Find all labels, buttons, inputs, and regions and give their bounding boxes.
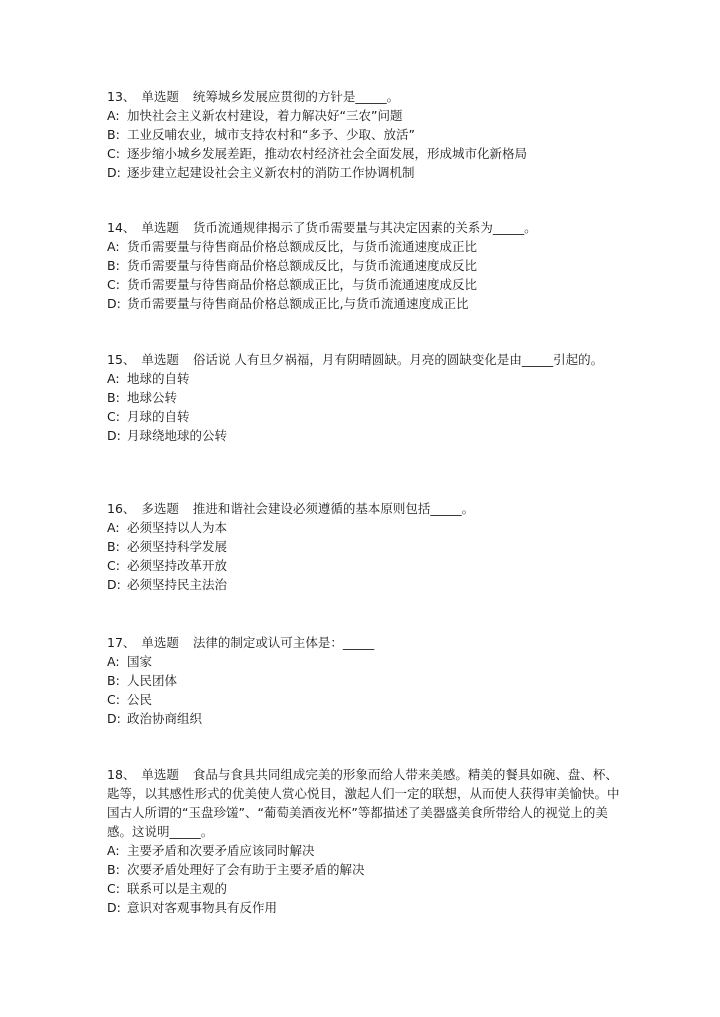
- question-18: [107, 765, 627, 917]
- option-letter: B:: [107, 862, 120, 877]
- option-letter: D:: [107, 577, 121, 592]
- option-b: [107, 860, 627, 879]
- option-letter: D:: [107, 296, 121, 311]
- option-letter: A:: [107, 843, 120, 858]
- option-d: [107, 709, 627, 728]
- option-text: 必须坚持民主法治: [127, 577, 228, 592]
- question-13: [107, 87, 627, 182]
- option-c: [107, 556, 627, 575]
- question-14: [107, 218, 627, 313]
- option-text: 货币需要量与待售商品价格总额成正比，与货币流通速度成反比: [127, 277, 478, 292]
- question-number: 15、: [107, 352, 136, 367]
- option-letter: A:: [107, 520, 120, 535]
- option-c: [107, 879, 627, 898]
- option-text: 公民: [127, 692, 153, 707]
- option-b: [107, 256, 627, 275]
- option-text: 政治协商组织: [127, 711, 203, 726]
- option-c: [107, 144, 627, 163]
- question-stem: [107, 499, 627, 518]
- option-letter: B:: [107, 539, 120, 554]
- question-type: 单选题: [141, 220, 179, 235]
- option-letter: B:: [107, 673, 120, 688]
- option-letter: C:: [107, 881, 120, 896]
- question-text: 货币流通规律揭示了货币需要量与其决定因素的关系为_____。: [192, 220, 537, 235]
- option-d: [107, 426, 627, 445]
- option-c: [107, 407, 627, 426]
- option-a: [107, 369, 627, 388]
- option-text: 货币需要量与待售商品价格总额成反比，与货币流通速度成正比: [127, 239, 478, 254]
- option-letter: D:: [107, 711, 121, 726]
- option-b: [107, 125, 627, 144]
- option-letter: A:: [107, 371, 120, 386]
- option-a: [107, 106, 627, 125]
- question-text: 推进和谐社会建设必须遵循的基本原则包括_____。: [192, 501, 475, 516]
- option-letter: C:: [107, 692, 120, 707]
- option-c: [107, 690, 627, 709]
- question-text: 统筹城乡发展应贯彻的方针是_____。: [192, 89, 400, 104]
- option-text: 次要矛盾处理好了会有助于主要矛盾的解决: [127, 862, 365, 877]
- option-text: 加快社会主义新农村建设，着力解决好“三农”问题: [127, 108, 403, 123]
- option-b: [107, 388, 627, 407]
- option-letter: D:: [107, 900, 121, 915]
- option-text: 月球绕地球的公转: [127, 428, 228, 443]
- option-text: 人民团体: [127, 673, 178, 688]
- option-text: 意识对客观事物具有反作用: [127, 900, 278, 915]
- option-text: 月球的自转: [127, 409, 190, 424]
- question-stem: [107, 633, 627, 652]
- option-text: 逐步缩小城乡发展差距，推动农村经济社会全面发展，形成城市化新格局: [127, 146, 528, 161]
- question-stem: [107, 765, 627, 841]
- option-letter: D:: [107, 428, 121, 443]
- option-letter: A:: [107, 239, 120, 254]
- question-type: 单选题: [141, 352, 179, 367]
- option-text: 必须坚持以人为本: [127, 520, 228, 535]
- question-type: 单选题: [141, 767, 179, 782]
- question-16: [107, 499, 627, 594]
- option-a: [107, 237, 627, 256]
- option-letter: C:: [107, 558, 120, 573]
- option-letter: B:: [107, 258, 120, 273]
- option-text: 必须坚持科学发展: [127, 539, 228, 554]
- option-text: 工业反哺农业，城市支持农村和“多予、少取、放活”: [127, 127, 415, 142]
- option-letter: C:: [107, 146, 120, 161]
- question-type: 单选题: [141, 89, 179, 104]
- question-text: 俗话说 人有旦夕祸福，月有阴晴圆缺。月亮的圆缺变化是由_____引起的。: [192, 352, 604, 367]
- question-text: 法律的制定或认可主体是：_____: [192, 635, 375, 650]
- option-letter: C:: [107, 409, 120, 424]
- question-number: 14、: [107, 220, 136, 235]
- option-d: [107, 575, 627, 594]
- option-text: 地球的自转: [127, 371, 190, 386]
- option-letter: B:: [107, 390, 120, 405]
- option-d: [107, 898, 627, 917]
- option-text: 必须坚持改革开放: [127, 558, 228, 573]
- option-b: [107, 537, 627, 556]
- option-text: 国家: [127, 654, 153, 669]
- question-15: [107, 350, 627, 445]
- option-a: [107, 652, 627, 671]
- question-stem: [107, 218, 627, 237]
- option-text: 地球公转: [127, 390, 178, 405]
- question-number: 16、: [107, 501, 136, 516]
- question-number: 18、: [107, 767, 136, 782]
- option-a: [107, 841, 627, 860]
- question-17: [107, 633, 627, 728]
- question-stem: [107, 350, 627, 369]
- option-letter: B:: [107, 127, 120, 142]
- question-stem: [107, 87, 627, 106]
- option-letter: C:: [107, 277, 120, 292]
- question-number: 13、: [107, 89, 136, 104]
- option-text: 货币需要量与待售商品价格总额成正比,与货币流通速度成正比: [127, 296, 469, 311]
- option-d: [107, 294, 627, 313]
- question-type: 单选题: [141, 635, 179, 650]
- option-text: 逐步建立起建设社会主义新农村的消防工作协调机制: [127, 165, 415, 180]
- option-d: [107, 163, 627, 182]
- question-text: 食品与食具共同组成完美的形象而给人带来美感。精美的餐具如碗、盘、杯、匙等，以其感性形式的优美使人赏心悦目，激起人们一定的联想，从而使人获得审美愉快。中国古人所谓的“玉盘珍馐”、“葡萄美酒夜光杯”等都描述了美器盛美食所带给人的视觉上的美感。这说明_____。: [107, 767, 620, 839]
- option-text: 主要矛盾和次要矛盾应该同时解决: [127, 843, 315, 858]
- question-type: 多选题: [141, 501, 179, 516]
- option-text: 货币需要量与待售商品价格总额成反比，与货币流通速度成反比: [127, 258, 478, 273]
- option-c: [107, 275, 627, 294]
- option-text: 联系可以是主观的: [127, 881, 228, 896]
- option-b: [107, 671, 627, 690]
- option-letter: A:: [107, 654, 120, 669]
- option-letter: A:: [107, 108, 120, 123]
- option-a: [107, 518, 627, 537]
- option-letter: D:: [107, 165, 121, 180]
- question-number: 17、: [107, 635, 136, 650]
